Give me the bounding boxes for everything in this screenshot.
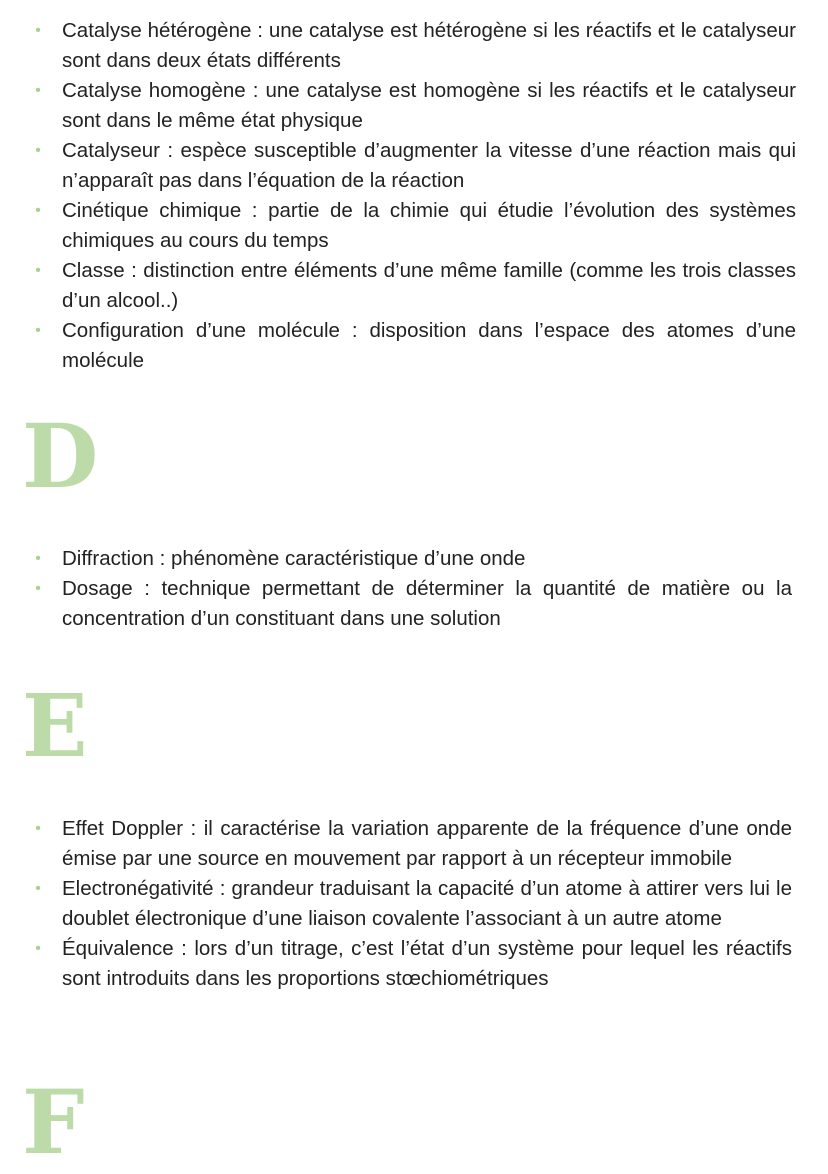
glossary-entry: Configuration d’une molécule : disposition dans l’espace des atomes d’une molécule (62, 319, 796, 372)
section-letter-d: D (22, 404, 99, 508)
glossary-list-d (28, 544, 792, 634)
list-item (28, 136, 796, 196)
list-item (28, 934, 792, 994)
glossary-entry: Cinétique chimique : partie de la chimie qui étudie l’évolution des systèmes chimiques au cours du temps (62, 199, 796, 252)
glossary-entry: Dosage : technique permettant de déterminer la quantité de matière ou la concentration d’un constituant dans une solution (62, 577, 792, 630)
list-item (28, 76, 796, 136)
list-item (28, 16, 796, 76)
list-item (28, 814, 792, 874)
bullet-icon: • (35, 880, 41, 897)
glossary-entry: Diffraction : phénomène caractéristique d’une onde (62, 547, 526, 570)
list-item (28, 256, 796, 316)
glossary-entry: Electronégativité : grandeur traduisant la capacité d’un atome à attirer vers lui le doublet électronique d’une liaison covalente l’associant à un autre atome (62, 877, 792, 930)
section-letter-f: F (22, 1070, 85, 1174)
glossary-entry: Équivalence : lors d’un titrage, c’est l’état d’un système pour lequel les réactifs sont introduits dans les proportions stœchiométriques (62, 937, 792, 990)
list-item (28, 196, 796, 256)
bullet-icon: • (35, 142, 41, 159)
bullet-icon: • (35, 820, 41, 837)
bullet-icon: • (35, 22, 41, 39)
glossary-entry: Effet Doppler : il caractérise la variation apparente de la fréquence d’une onde émise par une source en mouvement par rapport à un récepteur immobile (62, 817, 792, 870)
bullet-icon: • (35, 580, 41, 597)
list-item (28, 316, 796, 376)
section-letter-e: E (22, 676, 88, 777)
bullet-icon: • (35, 202, 41, 219)
glossary-entry: Catalyse homogène : une catalyse est homogène si les réactifs et le catalyseur sont dans le même état physique (62, 79, 796, 132)
glossary-entry: Classe : distinction entre éléments d’une même famille (comme les trois classes d’un alcool..) (62, 259, 796, 312)
bullet-icon: • (35, 322, 41, 339)
bullet-icon: • (35, 82, 41, 99)
list-item (28, 574, 792, 634)
glossary-entry: Catalyse hétérogène : une catalyse est hétérogène si les réactifs et le catalyseur sont dans deux états différents (62, 19, 796, 72)
bullet-icon: • (35, 262, 41, 279)
glossary-list-e (28, 814, 792, 994)
bullet-icon: • (35, 940, 41, 957)
glossary-list-c (28, 16, 796, 376)
glossary-entry: Catalyseur : espèce susceptible d’augmenter la vitesse d’une réaction mais qui n’apparaît pas dans l’équation de la réaction (62, 139, 796, 192)
bullet-icon: • (35, 550, 41, 567)
list-item (28, 544, 792, 574)
list-item (28, 874, 792, 934)
